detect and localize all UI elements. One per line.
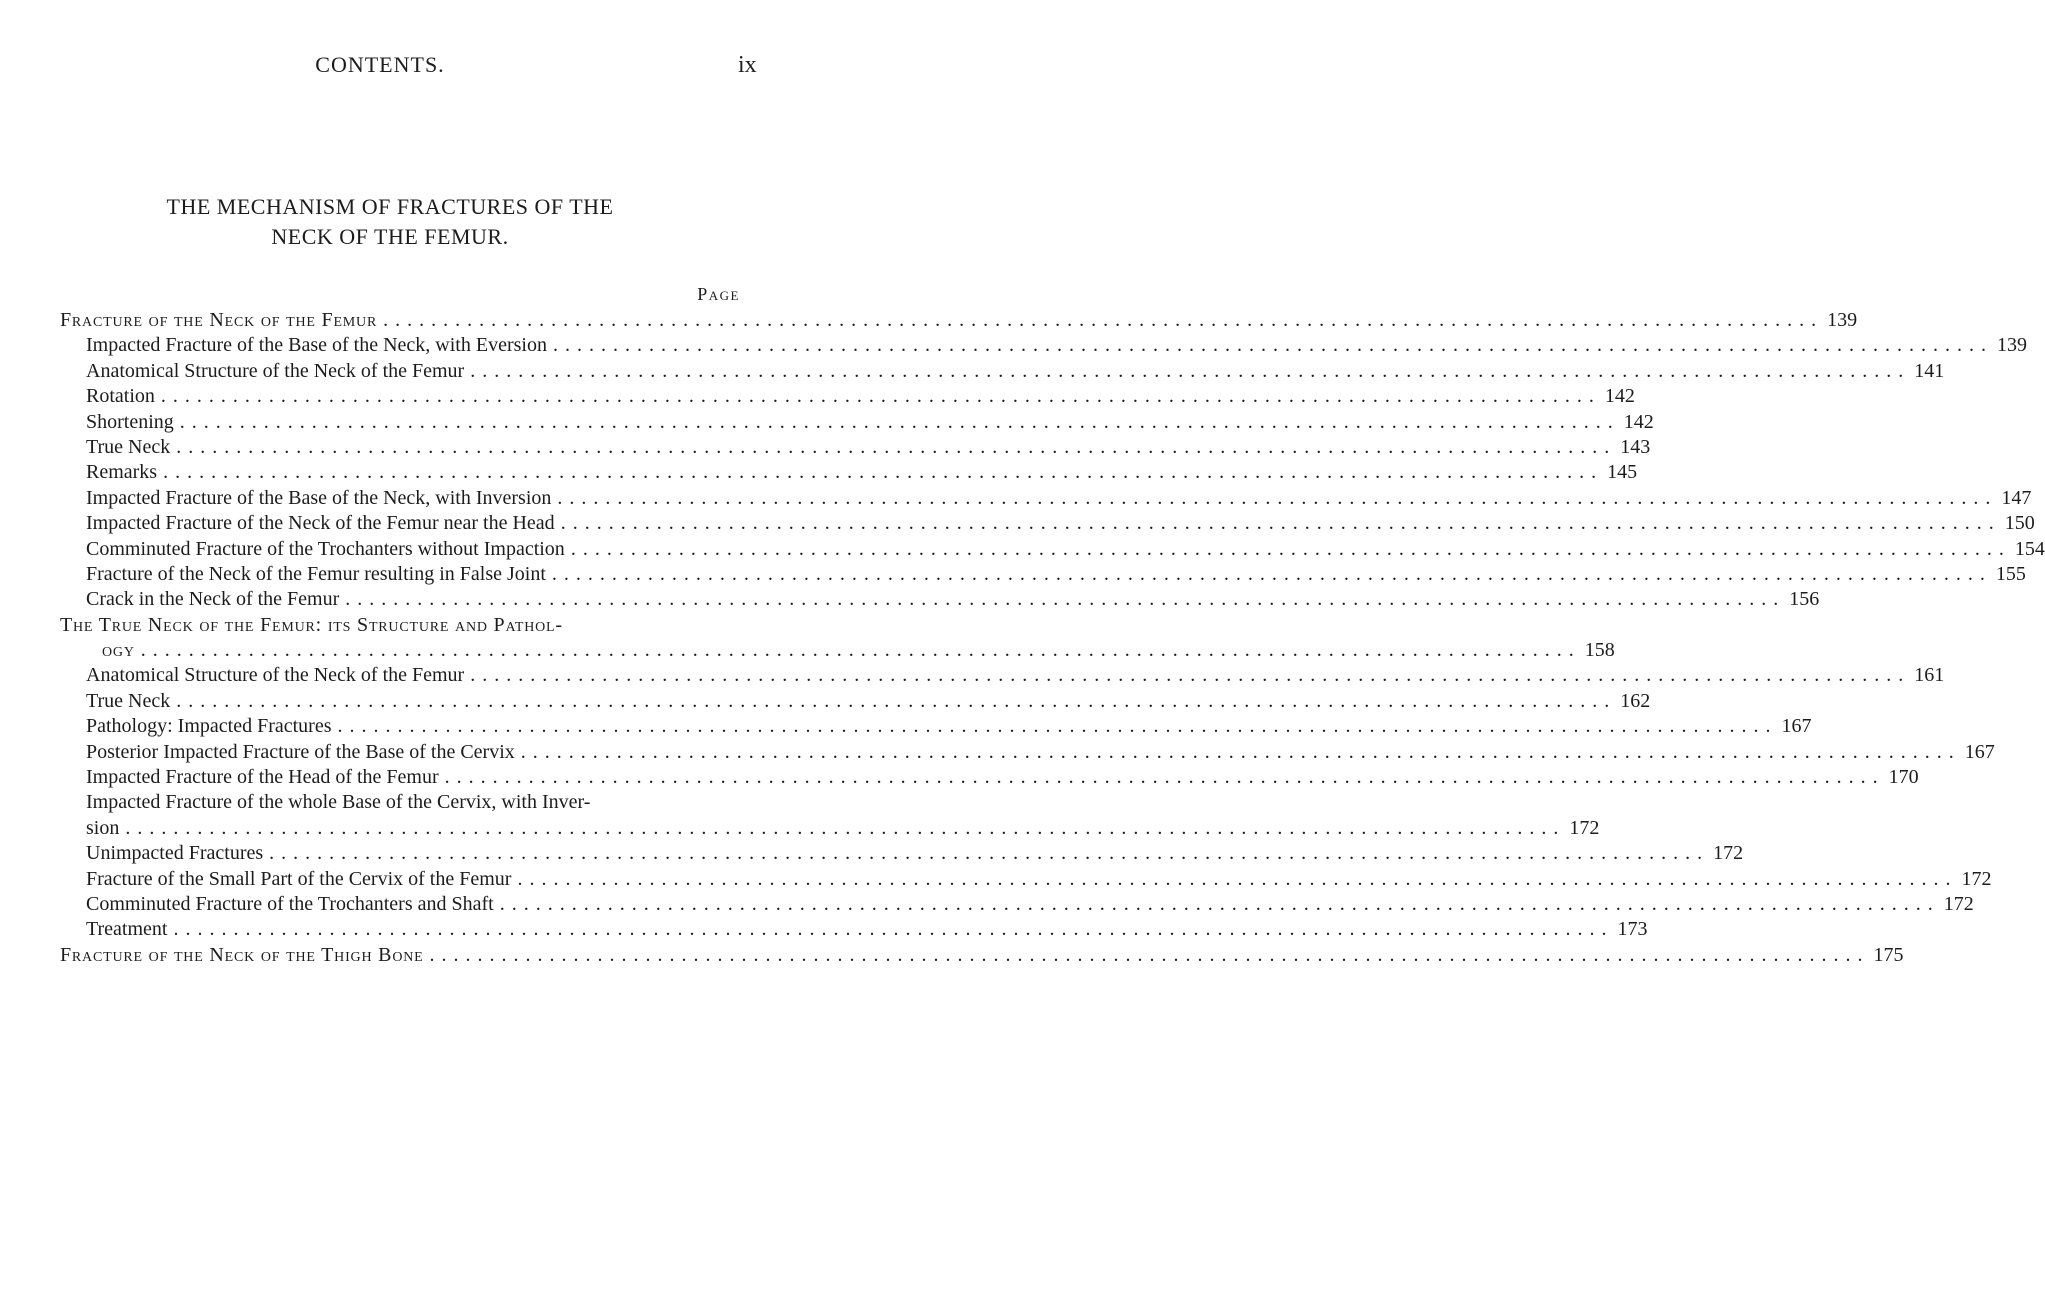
section-heading-line-2: NECK OF THE FEMUR. [271, 224, 509, 249]
dot-leader: ........................................................................................................................ [560, 512, 2001, 535]
toc-entry-title: Comminuted Fracture of the Trochanters and Shaft [86, 892, 494, 915]
running-title: CONTENTS. [315, 52, 445, 77]
section-heading [60, 192, 720, 252]
toc-entry-title: Fracture of the Neck of the Femur resulting in False Joint [86, 562, 546, 585]
dot-leader: ........................................................................................................................ [140, 639, 1581, 662]
toc-entry [60, 486, 2032, 511]
toc-entry [60, 511, 2035, 536]
toc-entry-page: 145 [1607, 461, 1638, 484]
dot-leader: ........................................................................................................................ [337, 715, 1778, 738]
dot-leader: ........................................................................................................................ [269, 842, 1710, 865]
toc-entry-page: 172 [1961, 867, 1992, 890]
toc-entry-page: 141 [1914, 359, 1945, 382]
toc-entry-title: Shortening [86, 410, 174, 433]
toc-entry-page: 139 [1827, 309, 1858, 331]
toc-entry [60, 714, 1812, 739]
table-of-contents [60, 308, 2045, 968]
toc-entry-page: 172 [1569, 816, 1600, 839]
dot-leader: ........................................................................................................................ [470, 359, 1911, 382]
dot-leader: ........................................................................................................................ [444, 766, 1885, 789]
toc-entry-page: 156 [1789, 588, 1820, 611]
toc-entry [60, 537, 2045, 562]
dot-leader: ........................................................................................................................ [551, 562, 1992, 585]
toc-entry-page: 173 [1617, 918, 1648, 941]
toc-entry-page: 150 [2004, 512, 2035, 535]
toc-entry [60, 587, 1820, 612]
toc-entry-page: 158 [1584, 639, 1615, 662]
toc-entry-page: 155 [1995, 562, 2026, 585]
dot-leader: ........................................................................................................................ [345, 588, 1786, 611]
toc-entry [60, 308, 1858, 333]
dot-leader: ........................................................................................................................ [570, 537, 2011, 560]
dot-leader: ........................................................................................................................ [163, 461, 1604, 484]
toc-entry [60, 816, 1600, 841]
toc-entry [60, 740, 1995, 765]
toc-entry-title: The True Neck of the Femur: its Structure and Pathol- [60, 613, 563, 636]
toc-entry-title: Impacted Fracture of the whole Base of the Cervix, with Inver- [86, 791, 591, 814]
toc-entry [60, 410, 1654, 435]
toc-entry-page: 167 [1964, 740, 1995, 763]
toc-entry-title: Unimpacted Fractures [86, 842, 264, 865]
dot-leader: ........................................................................................................................ [470, 664, 1911, 687]
dot-leader: ........................................................................................................................ [160, 385, 1601, 408]
toc-entry-page: 167 [1781, 715, 1812, 738]
toc-entry [60, 892, 1974, 917]
dot-leader: ........................................................................................................................ [125, 816, 1566, 839]
dot-leader: ........................................................................................................................ [517, 867, 1958, 890]
toc-entry-page: 139 [1996, 334, 2027, 357]
toc-entry-page: 143 [1620, 435, 1651, 458]
toc-entry-page: 147 [2001, 486, 2032, 509]
toc-entry-title: Impacted Fracture of the Head of the Femur [86, 766, 439, 789]
toc-entry-page: 170 [1888, 766, 1919, 789]
toc-entry-title: True Neck [86, 689, 171, 712]
toc-entry [60, 333, 2027, 358]
dot-leader: ........................................................................................................................ [429, 943, 1870, 966]
toc-entry-title: Fracture of the Neck of the Femur [60, 309, 378, 331]
toc-entry-page: 142 [1623, 410, 1654, 433]
toc-entry-title: Comminuted Fracture of the Trochanters without Impaction [86, 537, 565, 560]
running-page-number: ix [738, 52, 757, 78]
toc-entry-title: Rotation [86, 385, 155, 408]
toc-entry [60, 841, 1744, 866]
toc-entry-title: Pathology: Impacted Fractures [86, 715, 332, 738]
toc-entry-page: 162 [1620, 689, 1651, 712]
toc-entry [60, 917, 1648, 942]
toc-entry-title: Fracture of the Neck of the Thigh Bone [60, 943, 424, 966]
toc-entry-page: 154 [2014, 537, 2045, 560]
dot-leader: ........................................................................................................................ [557, 486, 1998, 509]
toc-entry [60, 689, 1651, 714]
toc-entry [60, 638, 1615, 663]
dot-leader: ........................................................................................................................ [499, 892, 1940, 915]
toc-entry-title: Impacted Fracture of the Neck of the Femur near the Head [86, 512, 555, 535]
toc-entry-page: 142 [1604, 385, 1635, 408]
dot-leader: ........................................................................................................................ [179, 410, 1620, 433]
toc-entry-title: Treatment [86, 918, 168, 941]
running-head [0, 52, 800, 82]
dot-leader: ........................................................................................................................ [383, 309, 1824, 331]
toc-entry-title: Anatomical Structure of the Neck of the Femur [86, 664, 465, 687]
toc-entry-page: 172 [1943, 892, 1974, 915]
toc-entry [60, 435, 1651, 460]
toc-entry-page: 172 [1713, 842, 1744, 865]
toc-entry-title: Crack in the Neck of the Femur [86, 588, 340, 611]
toc-entry-title: Impacted Fracture of the Base of the Neck, with Inversion [86, 486, 552, 509]
dot-leader: ........................................................................................................................ [552, 334, 1993, 357]
dot-leader: ........................................................................................................................ [173, 918, 1614, 941]
dot-leader: ........................................................................................................................ [176, 435, 1617, 458]
toc-entry [60, 765, 1919, 790]
toc-entry [60, 384, 1635, 409]
toc-entry-title: sion [86, 816, 120, 839]
toc-entry-title: Anatomical Structure of the Neck of the Femur [86, 359, 465, 382]
toc-entry [60, 460, 1638, 485]
toc-entry [60, 943, 1904, 968]
toc-entry-title: Remarks [86, 461, 158, 484]
toc-entry-title: Impacted Fracture of the Base of the Neck, with Eversion [86, 334, 547, 357]
toc-entry [60, 790, 740, 815]
toc-entry-title: ogy [102, 639, 135, 662]
dot-leader: ........................................................................................................................ [520, 740, 1961, 763]
dot-leader: ........................................................................................................................ [176, 689, 1617, 712]
section-heading-line-1: THE MECHANISM OF FRACTURES OF THE [166, 194, 614, 219]
page-column-label: Page [697, 284, 740, 304]
toc-entry-page: 175 [1873, 943, 1904, 966]
toc-entry [60, 867, 1992, 892]
toc-entry-title: Posterior Impacted Fracture of the Base of the Cervix [86, 740, 515, 763]
toc-entry [60, 613, 740, 638]
toc-entry-title: Fracture of the Small Part of the Cervix of the Femur [86, 867, 512, 890]
toc-entry [60, 663, 1945, 688]
toc-entry [60, 562, 2026, 587]
toc-entry-title: True Neck [86, 435, 171, 458]
toc-entry [60, 359, 1945, 384]
toc-entry-page: 161 [1914, 664, 1945, 687]
